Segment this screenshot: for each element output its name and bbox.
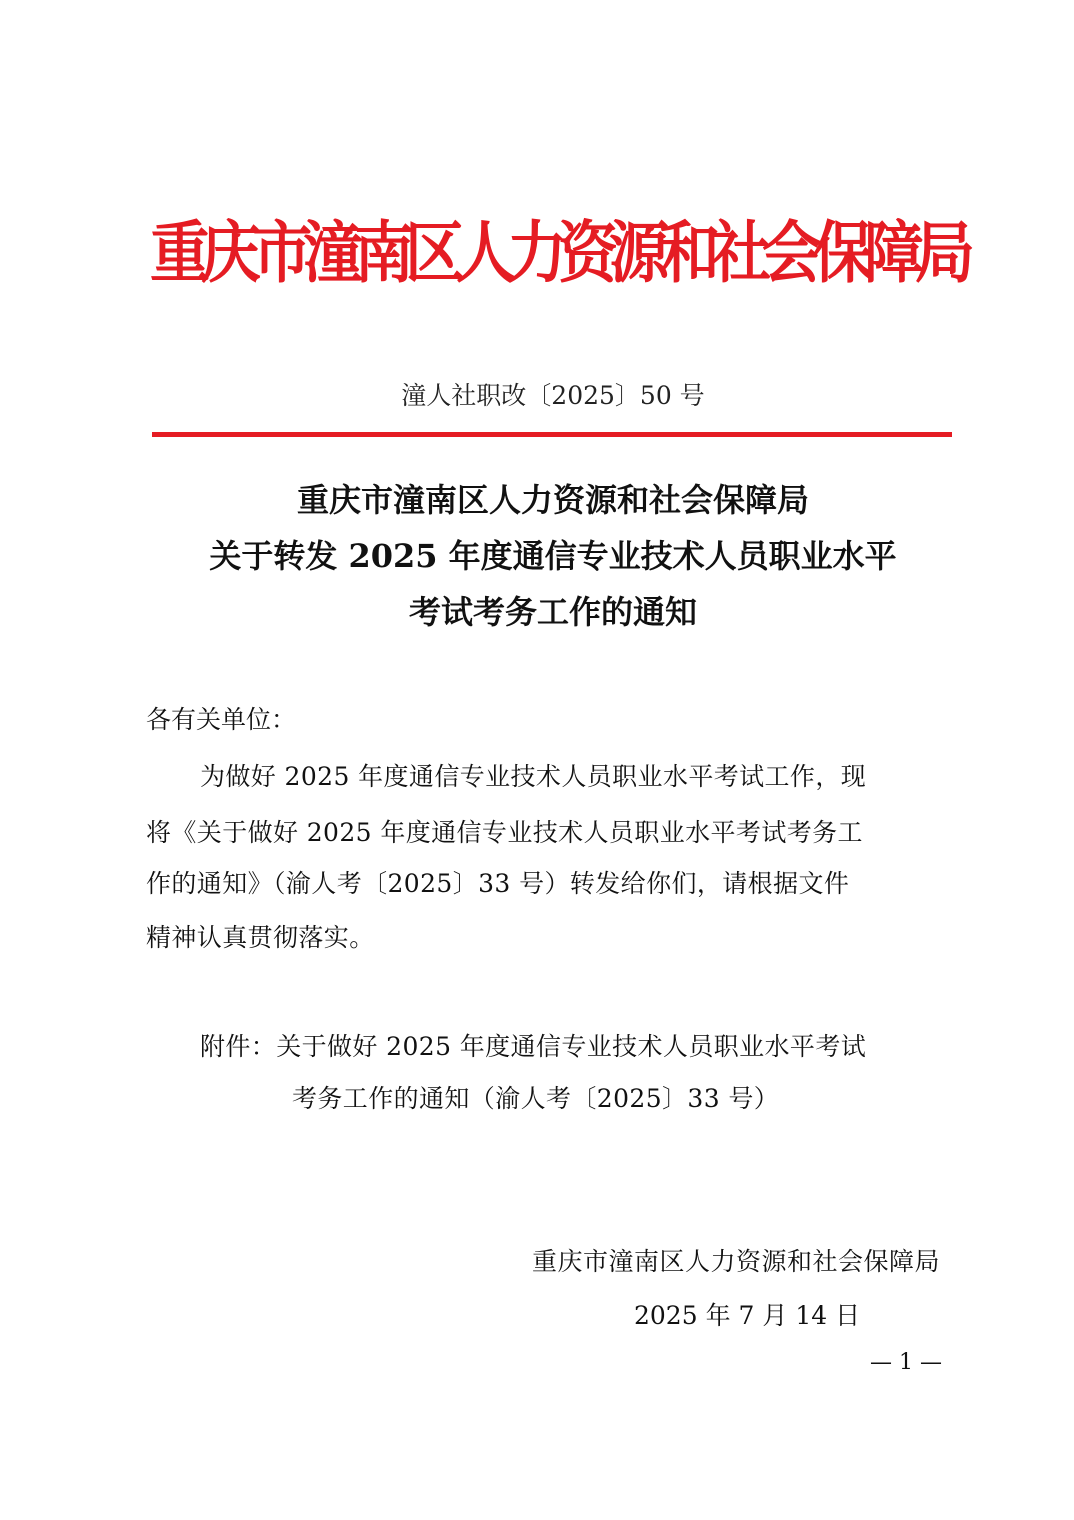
body-paragraph-line: 为做好 2025 年度通信专业技术人员职业水平考试工作，现 (200, 762, 867, 791)
masthead-title: 重庆市潼南区人力资源和社会保障局 (150, 214, 966, 293)
red-divider-line (152, 432, 952, 437)
document-number: 潼人社职改〔2025〕50 号 (401, 381, 705, 410)
body-paragraph-line: 将《关于做好 2025 年度通信专业技术人员职业水平考试考务工 (146, 818, 863, 847)
document-title (120, 472, 986, 640)
title-line: 重庆市潼南区人力资源和社会保障局 (296, 481, 809, 519)
salutation: 各有关单位： (146, 705, 297, 734)
attachment-line: 附件：关于做好 2025 年度通信专业技术人员职业水平考试 (200, 1032, 867, 1061)
signature-date: 2025 年 7 月 14 日 (634, 1301, 861, 1330)
page-number: — 1 — (870, 1350, 942, 1375)
title-line: 考试考务工作的通知 (408, 593, 697, 631)
signature-issuer: 重庆市潼南区人力资源和社会保障局 (531, 1247, 940, 1276)
body-paragraph-line: 精神认真贯彻落实。 (146, 923, 375, 952)
attachment-line: 考务工作的通知（渝人考〔2025〕33 号） (292, 1084, 780, 1113)
body-paragraph-line: 作的通知》（渝人考〔2025〕33 号）转发给你们，请根据文件 (146, 869, 850, 898)
title-line: 关于转发 2025 年度通信专业技术人员职业水平 (209, 537, 897, 575)
